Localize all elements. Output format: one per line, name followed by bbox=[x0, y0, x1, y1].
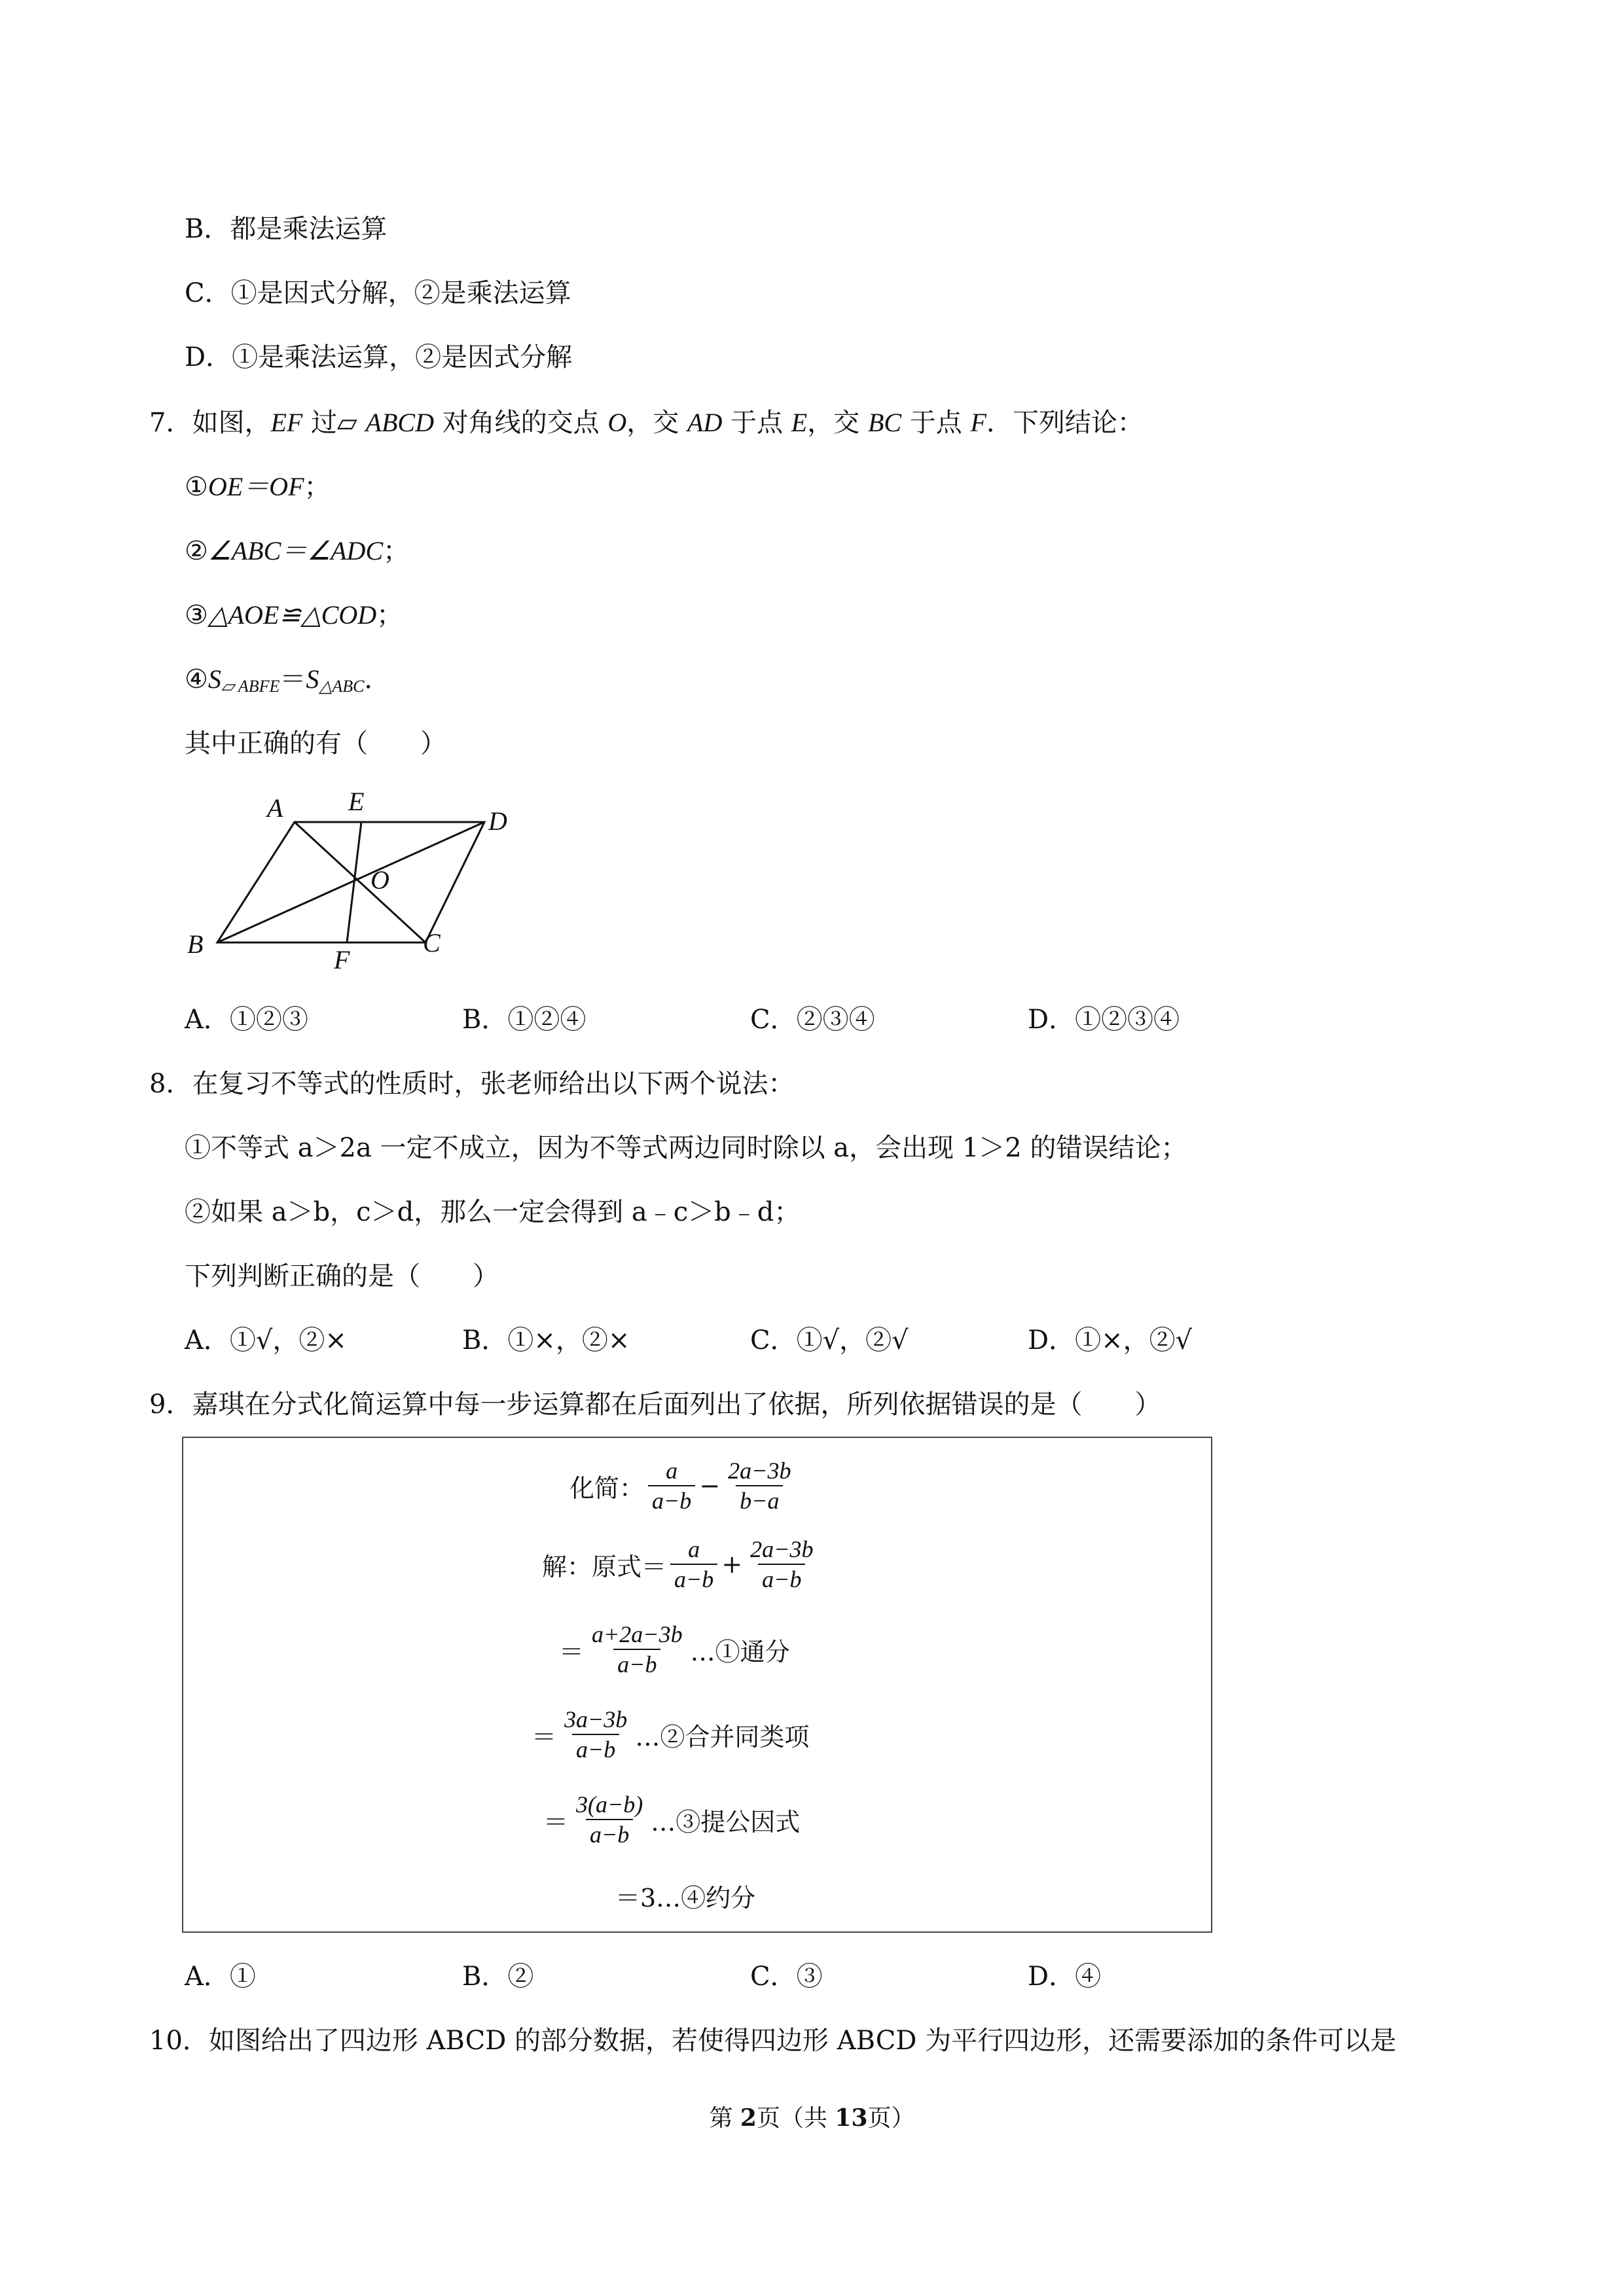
label-b: B bbox=[187, 929, 204, 959]
fraction: $\frac{3(a-b)}{a-b}$ bbox=[576, 1791, 643, 1848]
q9-option-b: B．② bbox=[462, 1962, 534, 1992]
q6-option-d: D．①是乘法运算，②是因式分解 bbox=[185, 342, 573, 372]
q9-step-3: ＝ $\frac{3(a-b)}{a-b}$ …③提公因式 bbox=[543, 1791, 801, 1848]
q8-statement-1: ①不等式 a＞2a 一定不成立，因为不等式两边同时除以 a，会出现 1＞2 的错误结论； bbox=[185, 1133, 1187, 1163]
fraction: $\frac{2a-3b}{b-a}$ bbox=[728, 1458, 791, 1514]
q6-option-b: B．都是乘法运算 bbox=[185, 214, 388, 244]
label-c: C bbox=[423, 928, 441, 958]
q9-step-4: ＝3…④约分 bbox=[615, 1884, 756, 1912]
fraction: $\frac{a}{a-b}$ bbox=[670, 1535, 717, 1594]
q7-conclusion-1: ①OE＝OF； bbox=[185, 472, 331, 502]
diagonal-bd bbox=[217, 822, 484, 942]
q6-option-c: C．①是因式分解，②是乘法运算 bbox=[185, 278, 571, 308]
q8-question: 下列判断正确的是（ ） bbox=[185, 1261, 499, 1291]
label-f: F bbox=[334, 945, 350, 975]
q7-conclusion-4: $④S_{▱ ABFE}=S_{\triangle ABC}$． bbox=[185, 664, 391, 696]
q9-option-d: D．④ bbox=[1028, 1962, 1102, 1992]
q9-stem: 9．嘉琪在分式化简运算中每一步运算都在后面列出了依据，所列依据错误的是（ ） bbox=[149, 1390, 1161, 1420]
q10-stem: 10．如图给出了四边形 ABCD 的部分数据，若使得四边形 ABCD 为平行四边形，还需要添加的条件可以是 bbox=[149, 2026, 1397, 2056]
label-d: D bbox=[488, 806, 507, 836]
fraction: $\frac{3a-3b}{a-b}$ bbox=[564, 1706, 628, 1763]
q7-option-d: D．①②③④ bbox=[1028, 1005, 1180, 1035]
q8-option-d: D．①×，②√ bbox=[1028, 1325, 1193, 1355]
q7-option-c: C．②③④ bbox=[750, 1005, 875, 1035]
q9-option-a: A．① bbox=[185, 1962, 256, 1992]
parallelogram-figure bbox=[177, 778, 543, 980]
fraction: $\frac{a}{a-b}$ bbox=[648, 1456, 695, 1515]
q7-option-b: B．①②④ bbox=[462, 1005, 586, 1035]
q7-question: 其中正确的有（ ） bbox=[185, 728, 446, 759]
label-o: O bbox=[370, 865, 389, 895]
q7-stem: 7．如图，EF 过▱ ABCD 对角线的交点 O，交 AD 于点 E，交 BC 于点 F．下列结论： bbox=[149, 408, 1144, 438]
label-a: A bbox=[267, 793, 283, 823]
q7-option-a: A．①②③ bbox=[185, 1005, 308, 1035]
q8-option-c: C．①√，②√ bbox=[750, 1325, 909, 1355]
fraction: $\frac{2a-3b}{a-b}$ bbox=[750, 1536, 814, 1592]
q8-option-a: A．①√，②× bbox=[185, 1325, 347, 1355]
q9-step-2: ＝ $\frac{3a-3b}{a-b}$ …②合并同类项 bbox=[532, 1706, 810, 1763]
q9-option-c: C．③ bbox=[750, 1962, 823, 1992]
q8-option-b: B．①×，②× bbox=[462, 1325, 630, 1355]
q9-simplify-row: 化简： $\frac{a}{a-b}$ − $\frac{2a-3b}{b-a}$ bbox=[569, 1456, 799, 1515]
q8-statement-2: ②如果 a＞b，c＞d，那么一定会得到 a﹣c＞b﹣d； bbox=[185, 1197, 801, 1227]
total-pages: 13 bbox=[835, 2104, 868, 2132]
q7-conclusion-2: ②∠ABC＝∠ADC； bbox=[185, 536, 410, 566]
page-number: 2 bbox=[740, 2104, 757, 2132]
q7-conclusion-3: ③△AOE≌△COD； bbox=[185, 600, 403, 630]
q9-solution-row: 解：原式＝ $\frac{a}{a-b}$ + $\frac{2a-3b}{a-b}$ bbox=[542, 1535, 821, 1594]
q9-step-1: ＝ $\frac{a+2a-3b}{a-b}$ …①通分 bbox=[559, 1621, 790, 1677]
q8-stem: 8．在复习不等式的性质时，张老师给出以下两个说法： bbox=[149, 1069, 795, 1099]
fraction: $\frac{a+2a-3b}{a-b}$ bbox=[592, 1621, 683, 1677]
q9-solution-box bbox=[182, 1437, 1212, 1933]
page-footer: 第 2页（共 13页） bbox=[709, 2104, 915, 2132]
q7-number: 7． bbox=[149, 408, 192, 438]
label-e: E bbox=[348, 787, 365, 816]
